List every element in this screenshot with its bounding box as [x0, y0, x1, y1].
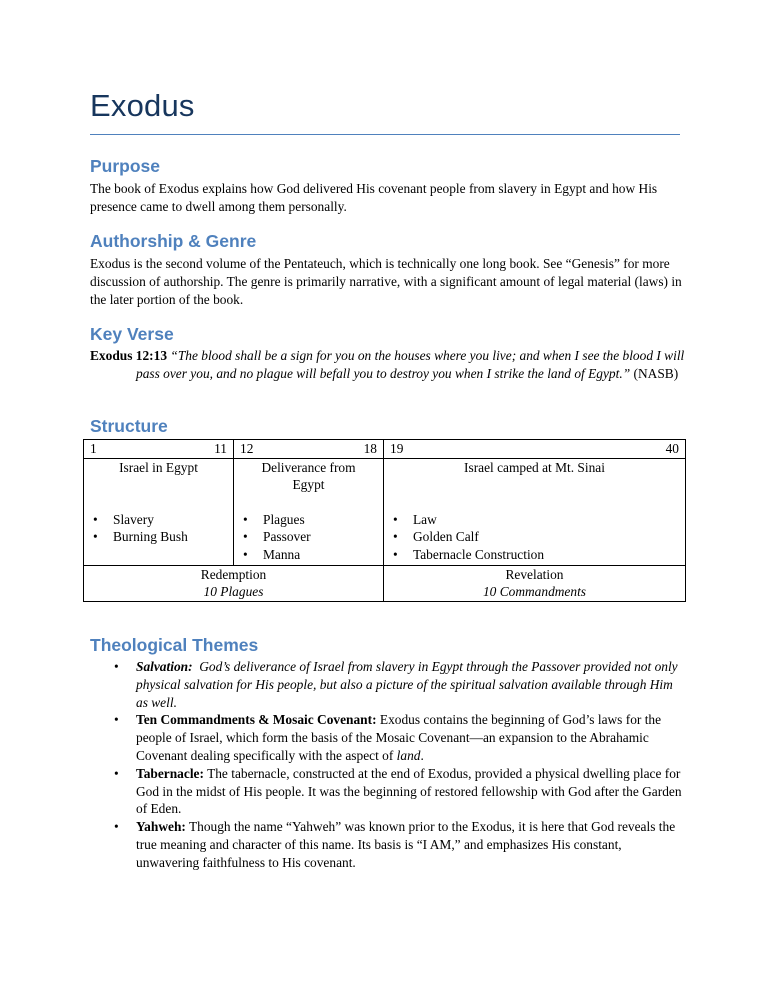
- list-item: • Manna: [240, 546, 377, 564]
- summary-cell: [384, 565, 686, 601]
- range-start: 1: [90, 441, 97, 456]
- title-rule: [90, 134, 680, 135]
- range-cell: [234, 440, 384, 459]
- summary-sub: 10 Plagues: [203, 584, 264, 599]
- range-end: 40: [665, 441, 679, 456]
- purpose-heading: Purpose: [90, 156, 161, 176]
- page-title: Exodus: [90, 88, 195, 123]
- key-verse-reference: Exodus 12:13: [90, 348, 168, 363]
- section-list: [240, 511, 377, 564]
- theme-emphasis: land: [396, 747, 421, 763]
- theme-term: Ten Commandments & Mosaic Covenant:: [136, 712, 377, 728]
- section-cell: [234, 458, 384, 565]
- range-cell: [384, 440, 686, 459]
- theme-yahweh: [112, 818, 682, 871]
- list-item: • Law: [390, 511, 679, 529]
- section-content-row: [84, 458, 686, 565]
- themes-list: [112, 658, 682, 872]
- themes-heading: Theological Themes: [90, 635, 259, 655]
- summary-cell: [84, 565, 384, 601]
- range-end: 11: [214, 441, 227, 456]
- list-item: • Burning Bush: [90, 528, 227, 546]
- range-end: 18: [363, 441, 377, 456]
- theme-text-end: .: [420, 747, 424, 763]
- list-item: • Slavery: [90, 511, 227, 529]
- list-item: • Passover: [240, 528, 377, 546]
- key-verse-version: (NASB): [633, 366, 679, 381]
- summary-row: [84, 565, 686, 601]
- section-title: Israel in Egypt: [119, 459, 198, 475]
- summary-label: Redemption: [200, 566, 267, 582]
- summary-sub: 10 Commandments: [482, 584, 587, 599]
- section-cell: [84, 458, 234, 565]
- theme-ten-commandments: [112, 711, 682, 764]
- chapter-range-row: [84, 440, 686, 459]
- list-item: • Golden Calf: [390, 528, 679, 546]
- key-verse-heading: Key Verse: [90, 324, 174, 344]
- theme-term: Tabernacle:: [136, 765, 204, 781]
- purpose-text: The book of Exodus explains how God delivered His covenant people from slavery in Egypt and how His presence came to dwell among them personally.: [90, 181, 658, 214]
- theme-tabernacle: [112, 765, 682, 818]
- section-title: Deliverance from Egypt: [261, 459, 356, 492]
- list-item: • Plagues: [240, 511, 377, 529]
- theme-salvation: [112, 658, 682, 711]
- authorship-text: Exodus is the second volume of the Pentateuch, which is technically one long book. See “Genesis” for more discussion of authorship. The genre is primarily narrative, with a significant amount of legal material (laws) in the later portion of the book.: [90, 256, 682, 307]
- section-list: [90, 511, 227, 546]
- list-item: • Tabernacle Construction: [390, 546, 679, 564]
- theme-text: Though the name “Yahweh” was known prior to the Exodus, it is here that God reveals the true meaning and character of this name. Its basis is “I AM,” and emphasizes His constant, unwavering faithfulness to His covenant.: [136, 819, 676, 870]
- theme-term: Salvation:: [136, 659, 193, 674]
- section-title: Israel camped at Mt. Sinai: [464, 459, 605, 475]
- theme-text: The tabernacle, constructed at the end of Exodus, provided a physical dwelling place for God in the midst of His people. It was the beginning of restored fellowship with God after the Garden of Eden.: [136, 765, 682, 817]
- section-cell: [384, 458, 686, 565]
- structure-heading: Structure: [90, 416, 168, 436]
- range-start: 19: [390, 441, 404, 456]
- section-list: [390, 511, 679, 564]
- summary-label: Revelation: [505, 566, 564, 582]
- authorship-heading: Authorship & Genre: [90, 231, 257, 251]
- theme-text: Exodus contains the beginning of God’s laws for the people of Israel, which form the basis of the Mosaic Covenant—an expansion to the Abrahamic Covenant dealing specifically with the aspect of: [136, 712, 662, 763]
- theme-text: God’s deliverance of Israel from slavery in Egypt through the Passover provided not only physical salvation for His people, but also a picture of the spiritual salvation available through Him as well.: [136, 659, 678, 710]
- structure-table: [83, 439, 686, 602]
- key-verse-text: [90, 347, 690, 383]
- theme-term: Yahweh:: [136, 819, 186, 835]
- key-verse-quote: “The blood shall be a sign for you on the houses where you live; and when I see the blood I will pass over you, and no plague will befall you to destroy you when I strike the land of Egypt.”: [136, 348, 685, 381]
- range-start: 12: [240, 441, 254, 456]
- range-cell: [84, 440, 234, 459]
